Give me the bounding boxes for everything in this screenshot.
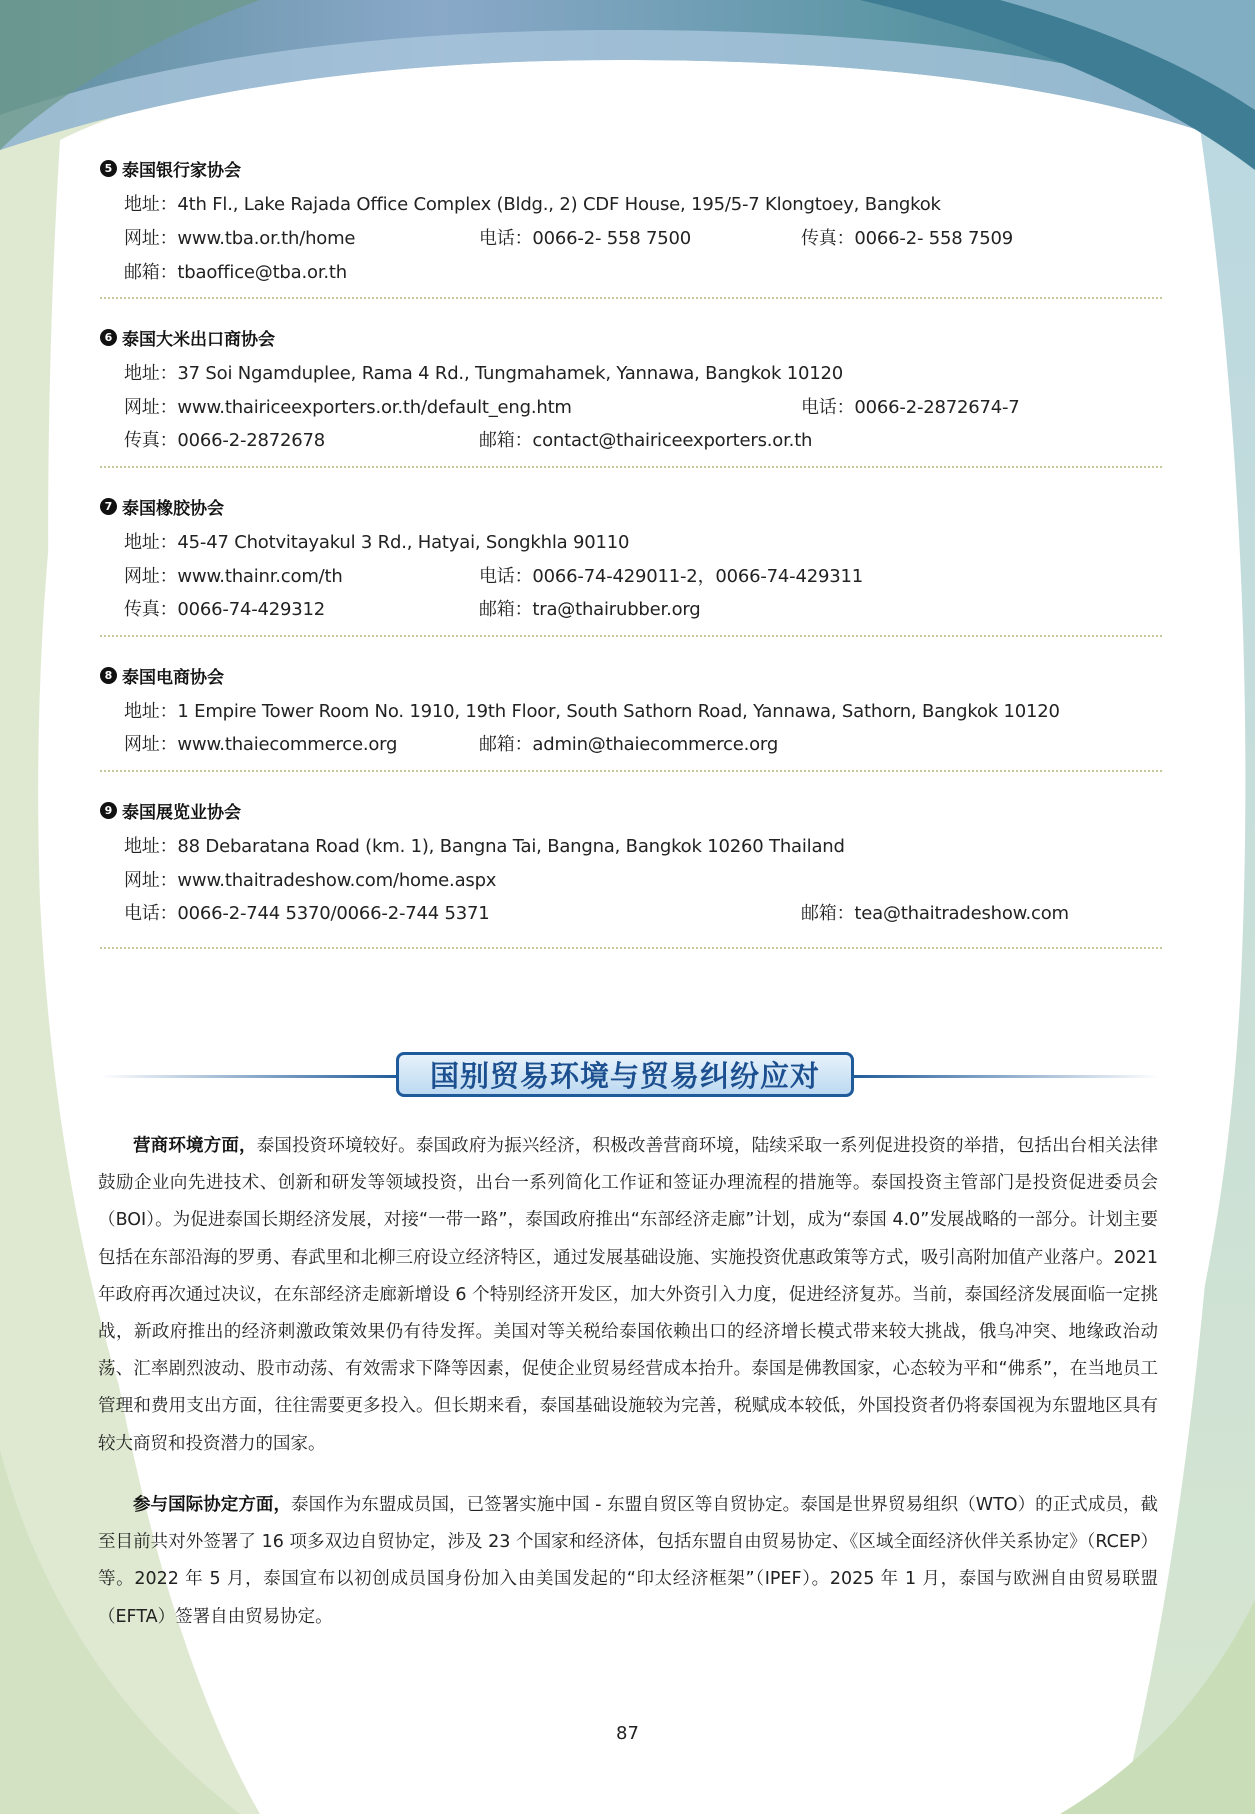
entry-9-website[interactable]: 网址：www.thaitradeshow.com/home.aspx [124, 870, 497, 891]
entry-5-address: 地址：4th Fl., Lake Rajada Office Complex (Bldg., 2) CDF House, 195/5-7 Klongtoey, Bangkok [124, 194, 941, 215]
section-title: 国别贸易环境与贸易纠纷应对 [429, 1059, 820, 1093]
paragraph-1-text: 泰国投资环境较好。泰国政府为振兴经济，积极改善营商环境，陆续采取一系列促进投资的举措，包括出台相关法律鼓励企业向先进技术、创新和研发等领域投资，出台一系列简化工作证和签证办理流程的措施等。泰国投资主管部门是投资促进委员会（BOI）。为促进泰国长期经济发展，对接“一带一路”，泰国政府推出“东部经济走廊”计划，成为“泰国 4.0”发展战略的一部分。计划主要包括在东部沿海的罗勇、春武里和北柳三府设立经济特区，通过发展基础设施、实施投资优惠政策等方式，吸引高附加值产业落户。2021 年政府再次通过决议，在东部经济走廊新增设 6 个特别经济开发区，加大外资引入力度，促进经济复苏。当前，泰国经济发展面临一定挑战，新政府推出的经济刺激政策效果仍有待发挥。美国对等关税给泰国依赖出口的经济增长模式带来较大挑战，俄乌冲突、地缘政治动荡、汇率剧烈波动、股市动荡、有效需求下降等因素，促使企业贸易经营成本抬升。泰国是佛教国家，心态较为平和“佛系”，在当地员工管理和费用支出方面，往往需要更多投入。但长期来看，泰国基础设施较为完善，税赋成本较低，外国投资者仍将泰国视为东盟地区具有较大商贸和投资潜力的国家。 [98, 1136, 1159, 1454]
divider [100, 297, 1162, 299]
entry-8-email[interactable]: 邮箱：admin@thaiecommerce.org [479, 734, 779, 755]
paragraph-2-lead: 参与国际协定方面， [133, 1495, 292, 1515]
entry-9-address: 地址：88 Debaratana Road (km. 1), Bangna Tai, Bangna, Bangkok 10260 Thailand [124, 836, 845, 857]
banner-line-left [100, 1075, 400, 1078]
entry-9-email[interactable]: 邮箱：tea@thaitradeshow.com [801, 903, 1069, 924]
entry-8-title [100, 663, 224, 688]
entry-7-website[interactable]: 网址：www.thainr.com/th [124, 566, 343, 587]
divider [100, 466, 1162, 468]
entry-7-phone: 电话：0066-74-429011-2，0066-74-429311 [479, 566, 863, 587]
entry-8-title-text: 泰国电商协会 [122, 668, 224, 688]
entry-9-title-text: 泰国展览业协会 [122, 803, 241, 823]
entry-7-address: 地址：45-47 Chotvitayakul 3 Rd., Hatyai, Songkhla 90110 [124, 532, 630, 553]
entry-9-title [100, 798, 241, 823]
entry-7-title [100, 494, 224, 519]
entry-8-address: 地址：1 Empire Tower Room No. 1910, 19th Floor, South Sathorn Road, Yannawa, Sathorn, Bangkok 10120 [124, 701, 1060, 722]
entry-5-title [100, 156, 241, 181]
paragraph-1-lead: 营商环境方面， [133, 1136, 257, 1156]
paragraph-2-text: 泰国作为东盟成员国，已签署实施中国 - 东盟自贸区等自贸协定。泰国是世界贸易组织（WTO）的正式成员，截至目前共对外签署了 16 项多双边自贸协定，涉及 23 个国家和经济体，包括东盟自由贸易协定、《区域全面经济伙伴关系协定》（RCEP）等。2022 年 5 月，泰国宣布以初创成员国身份加入由美国发起的“印太经济框架”（IPEF）。2025 年 1 月，泰国与欧洲自由贸易联盟（EFTA）签署自由贸易协定。 [98, 1495, 1158, 1627]
divider [100, 947, 1162, 949]
entry-5-number-badge: 5 [100, 160, 117, 177]
entry-6-address: 地址：37 Soi Ngamduplee, Rama 4 Rd., Tungmahamek, Yannawa, Bangkok 10120 [124, 363, 843, 384]
entry-6-website[interactable]: 网址：www.thairiceexporters.or.th/default_eng.htm [124, 397, 572, 418]
section-title-banner [396, 1052, 854, 1097]
divider [100, 770, 1162, 772]
paragraph-international-agreements [98, 1487, 1158, 1636]
entry-7-email[interactable]: 邮箱：tra@thairubber.org [479, 599, 701, 620]
divider [100, 635, 1162, 637]
entry-5-fax: 传真：0066-2- 558 7509 [801, 228, 1014, 249]
entry-7-fax: 传真：0066-74-429312 [124, 599, 326, 620]
banner-line-right [850, 1075, 1160, 1078]
entry-6-title-text: 泰国大米出口商协会 [122, 330, 275, 350]
entry-5-website[interactable]: 网址：www.tba.or.th/home [124, 228, 356, 249]
entry-6-email[interactable]: 邮箱：contact@thairiceexporters.or.th [479, 430, 813, 451]
entry-7-title-text: 泰国橡胶协会 [122, 499, 224, 519]
entry-6-number-badge: 6 [100, 329, 117, 346]
entry-7-number-badge: 7 [100, 498, 117, 515]
entry-5-email[interactable]: 邮箱：tbaoffice@tba.or.th [124, 262, 347, 283]
entry-6-title [100, 325, 275, 350]
paragraph-business-environment [98, 1128, 1158, 1463]
entry-5-phone: 电话：0066-2- 558 7500 [479, 228, 692, 249]
entry-6-phone: 电话：0066-2-2872674-7 [801, 397, 1020, 418]
entry-8-number-badge: 8 [100, 667, 117, 684]
entry-6-fax: 传真：0066-2-2872678 [124, 430, 326, 451]
page-number: 87 [616, 1723, 639, 1744]
entry-5-title-text: 泰国银行家协会 [122, 161, 241, 181]
entry-9-number-badge: 9 [100, 802, 117, 819]
entry-9-phone: 电话：0066-2-744 5370/0066-2-744 5371 [124, 903, 490, 924]
entry-8-website[interactable]: 网址：www.thaiecommerce.org [124, 734, 398, 755]
